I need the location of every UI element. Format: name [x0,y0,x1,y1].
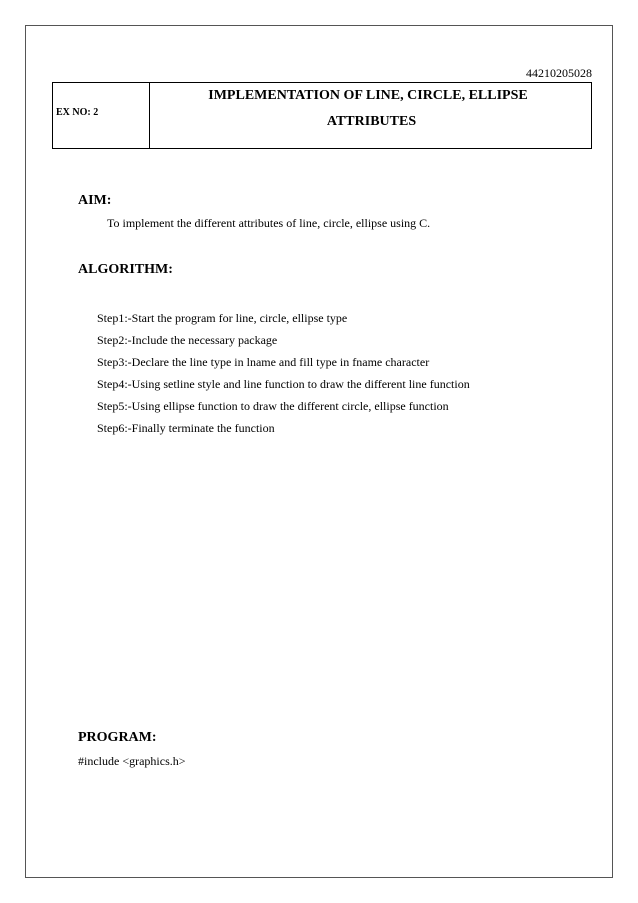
title-cell [150,83,591,148]
program-heading: PROGRAM: [78,730,157,745]
header-table [52,82,592,149]
aim-text: To implement the different attributes of line, circle, ellipse using C. [107,216,431,230]
algorithm-steps [97,311,470,443]
page-border [25,25,613,878]
algorithm-step: Step1:-Start the program for line, circle, ellipse type [97,311,348,325]
ex-no: EX NO: 2 [53,83,150,148]
algorithm-step: Step6:-Finally terminate the function [97,421,275,435]
roll-number: 44210205028 [526,66,592,80]
title-line-2: ATTRIBUTES [326,114,417,129]
algorithm-heading: ALGORITHM: [78,262,173,277]
algorithm-step: Step3:-Declare the line type in lname and fill type in fname character [97,355,430,369]
algorithm-step: Step5:-Using ellipse function to draw the different circle, ellipse function [97,399,449,413]
algorithm-step: Step4:-Using setline style and line function to draw the different line function [97,377,470,391]
title-line-1: IMPLEMENTATION OF LINE, CIRCLE, ELLIPSE [208,88,528,103]
algorithm-step: Step2:-Include the necessary package [97,333,278,347]
aim-heading: AIM: [78,193,112,208]
program-line: #include <graphics.h> [78,754,186,768]
